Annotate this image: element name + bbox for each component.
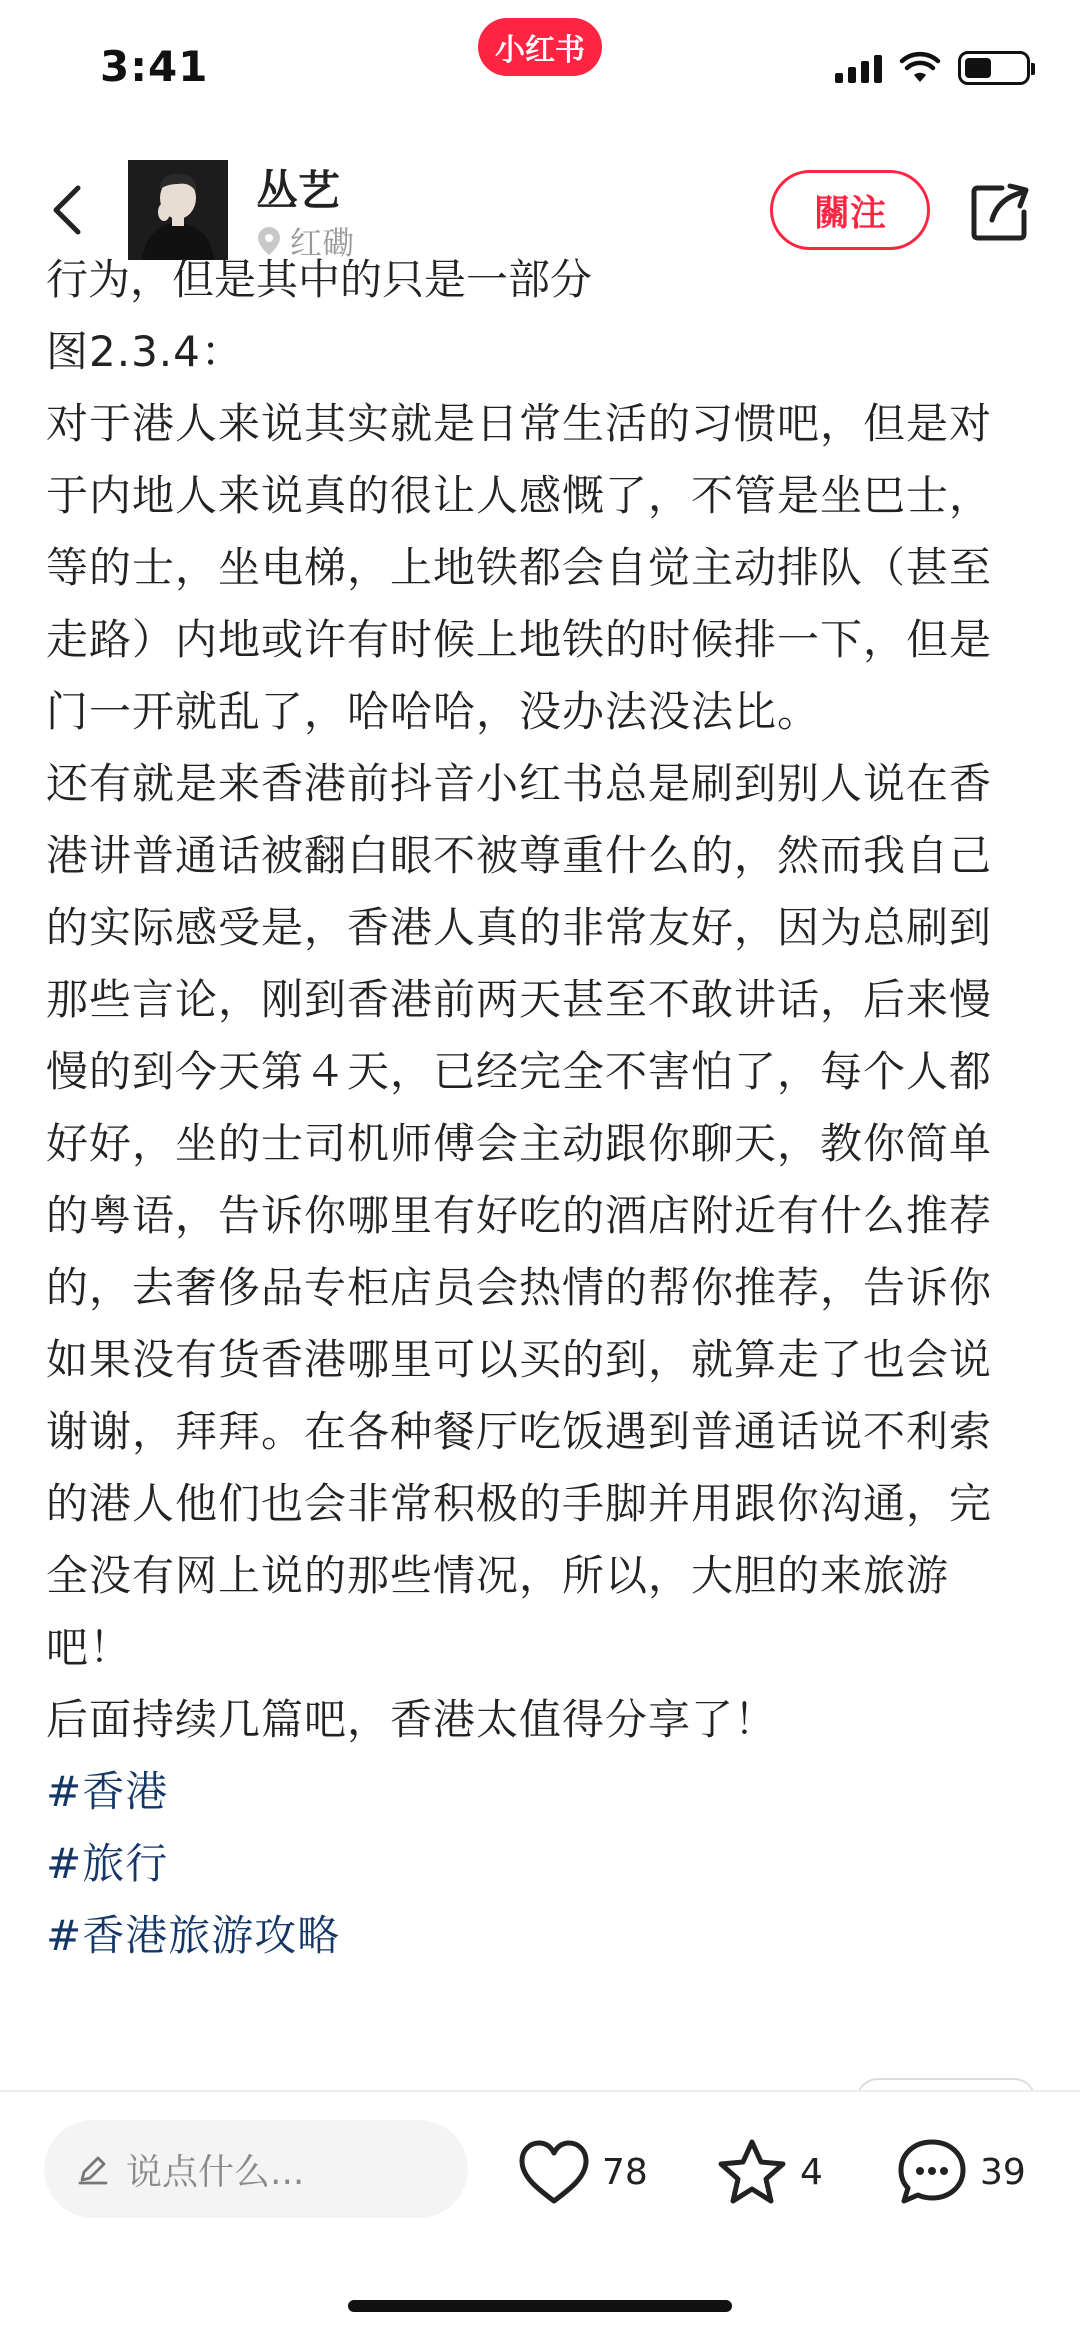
like-count: 78 — [602, 2151, 648, 2193]
like-button[interactable] — [518, 2134, 648, 2210]
body-paragraph: 还有就是来香港前抖音小红书总是刷到别人说在香港讲普通话被翻白眼不被尊重什么的，然而我自己的实际感受是，香港人真的非常友好，因为总刷到那些言论，刚到香港前两天甚至不敢讲话，后来慢慢的到今天第４天，已经完全不害怕了，每个人都好好，坐的士司机师傅会主动跟你聊天，教你简单的粤语，告诉你哪里有好吃的酒店附近有什么推荐的，去奢侈品专柜店员会热情的帮你推荐，告诉你如果没有货香港哪里可以买的到，就算走了也会说谢谢，拜拜。在各种餐厅吃饭遇到普通话说不利索的港人他们也会非常积极的手脚并用跟你沟通，完全没有网上说的那些情况，所以，大胆的来旅游吧！ — [46, 759, 993, 1672]
status-bar — [0, 0, 1080, 140]
status-icons — [835, 48, 1030, 88]
wifi-icon — [900, 52, 940, 84]
star-icon — [716, 2137, 788, 2207]
location-label: 红磡 — [290, 224, 355, 262]
collect-count: 4 — [800, 2151, 823, 2193]
hashtag-link[interactable]: #旅行 — [46, 1839, 169, 1888]
comment-placeholder: 说点什么... — [126, 2151, 305, 2193]
note-content — [0, 255, 1080, 2090]
comment-count: 39 — [980, 2151, 1026, 2193]
hashtag-link[interactable]: #香港 — [46, 1767, 169, 1816]
pencil-icon — [76, 2152, 110, 2186]
collect-button[interactable] — [716, 2134, 823, 2210]
clipped-text-line: 行为，但是其中的只是一部分 — [46, 255, 593, 304]
cellular-signal-icon — [835, 53, 882, 83]
battery-icon — [958, 51, 1030, 85]
status-time: 3:41 — [100, 42, 209, 91]
note-body — [46, 316, 1006, 1972]
comment-button[interactable] — [896, 2134, 1026, 2210]
comment-input[interactable] — [44, 2120, 468, 2218]
follow-button[interactable]: 關注 — [770, 170, 930, 250]
body-paragraph: 图2.3.4： — [46, 327, 244, 376]
back-icon[interactable] — [40, 180, 100, 240]
bottom-action-bar — [0, 2090, 1080, 2250]
body-paragraph: 后面持续几篇吧，香港太值得分享了！ — [46, 1695, 778, 1744]
heart-icon — [518, 2139, 590, 2205]
comment-icon — [896, 2137, 968, 2207]
battery-level — [965, 58, 991, 78]
home-indicator — [348, 2300, 732, 2312]
body-paragraph: 对于港人来说其实就是日常生活的习惯吧，但是对于内地人来说真的很让人感慨了，不管是坐巴士，等的士，坐电梯，上地铁都会自觉主动排队（甚至走路）内地或许有时候上地铁的时候排一下，但是门一开就乱了，哈哈哈，没办法没法比。 — [46, 399, 993, 736]
author-name[interactable]: 丛艺 — [256, 166, 341, 215]
hashtag-link[interactable]: #香港旅游攻略 — [46, 1911, 341, 1960]
share-icon[interactable] — [968, 180, 1032, 244]
brand-logo: 小红书 — [478, 18, 602, 76]
